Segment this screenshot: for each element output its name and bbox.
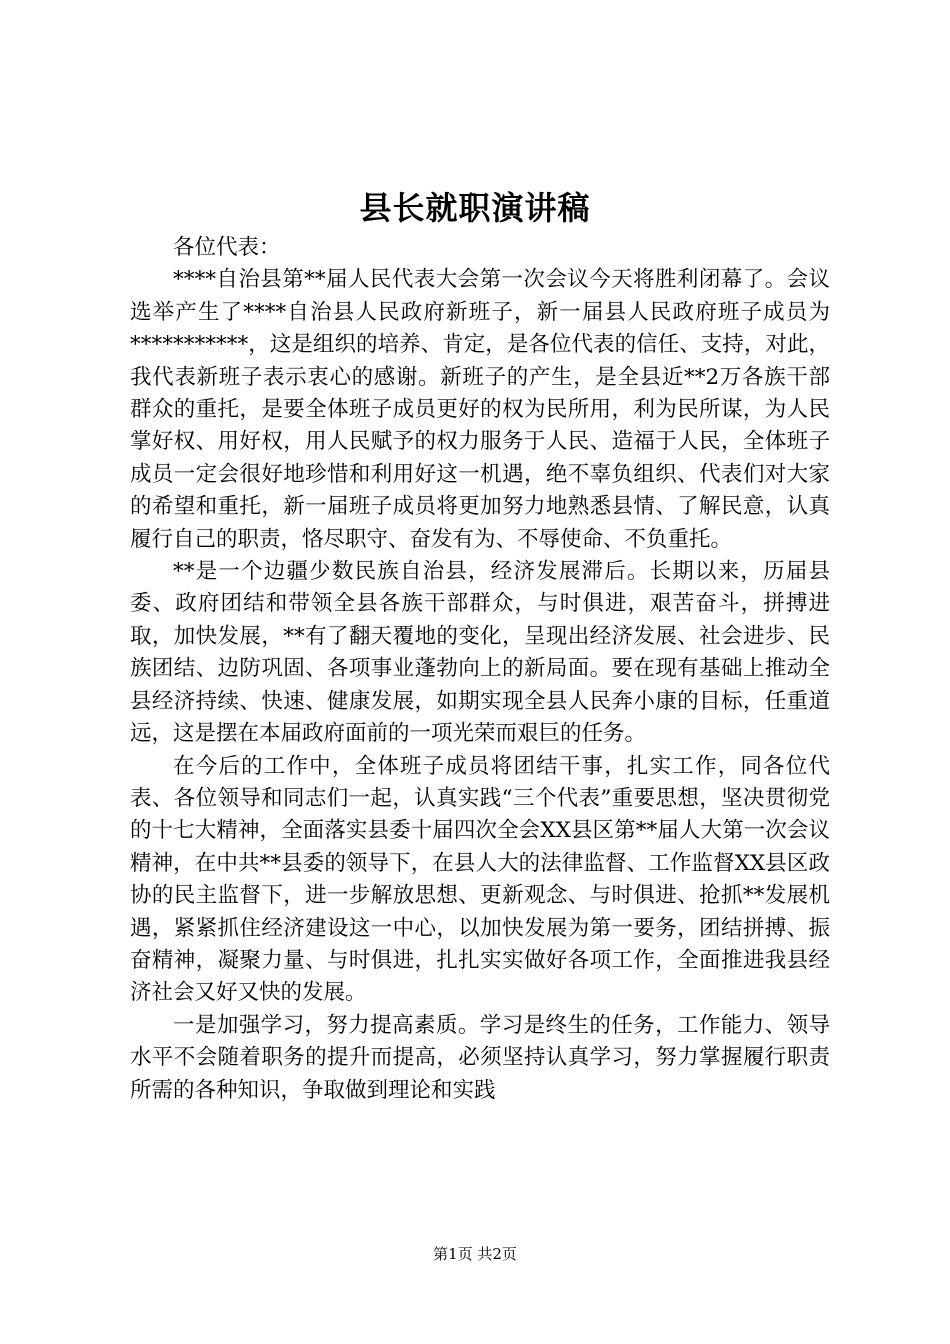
paragraph: **是一个边疆少数民族自治县，经济发展滞后。长期以来，历届县委、政府团结和带领全县各族干部群众，与时俱进，艰苦奋斗，拼搏进取，加快发展，**有了翻天覆地的变化，呈现出经济发展、社会进步、民族团结、边防巩固、各项事业蓬勃向上的新局面。要在现有基础上推动全县经济持续、快速、健康发展，如期实现全县人民奔小康的目标，任重道远，这是摆在本届政府面前的一项光荣而艰巨的任务。 [130,559,830,747]
document-title: 县长就职演讲稿 [359,189,591,227]
salutation: 各位代表： [173,235,281,260]
paragraph: 在今后的工作中，全体班子成员将团结干事，扎实工作，同各位代表、各位领导和同志们一起，认真实践“三个代表”重要思想，坚决贯彻党的十七大精神，全面落实县委十届四次全会XX县区第**届人大第一次会议精神，在中共**县委的领导下，在县人大的法律监督、工作监督XX县区政协的民主监督下，进一步解放思想、更新观念、与时俱进、抢抓**发展机遇，紧紧抓住经济建设这一中心，以加快发展为第一要务，团结拼搏、振奋精神，凝聚力量、与时俱进，扎扎实实做好各项工作，全面推进我县经济社会又好又快的发展。 [130,753,830,1006]
document-body [130,232,830,1107]
paragraph: 一是加强学习，努力提高素质。学习是终生的任务，工作能力、领导水平不会随着职务的提升而提高，必须坚持认真学习，努力掌握履行职责所需的各种知识，争取做到理论和实践 [130,1012,830,1103]
page-footer: 第1页 共2页 [433,1245,517,1263]
paragraph: ****自治县第**届人民代表大会第一次会议今天将胜利闭幕了。会议选举产生了****自治县人民政府新班子，新一届县人民政府班子成员为***********，这是组织的培养、肯定，是各位代表的信任、支持，对此，我代表新班子表示衷心的感谢。新班子的产生，是全县近**2万各族干部群众的重托，是要全体班子成员更好的权为民所用，利为民所谋，为人民掌好权、用好权，用人民赋予的权力服务于人民、造福于人民，全体班子成员一定会很好地珍惜和利用好这一机遇，绝不辜负组织、代表们对大家的希望和重托，新一届班子成员将更加努力地熟悉县情、了解民意，认真履行自己的职责，恪尽职守、奋发有为、不辱使命、不负重托。 [130,267,830,552]
